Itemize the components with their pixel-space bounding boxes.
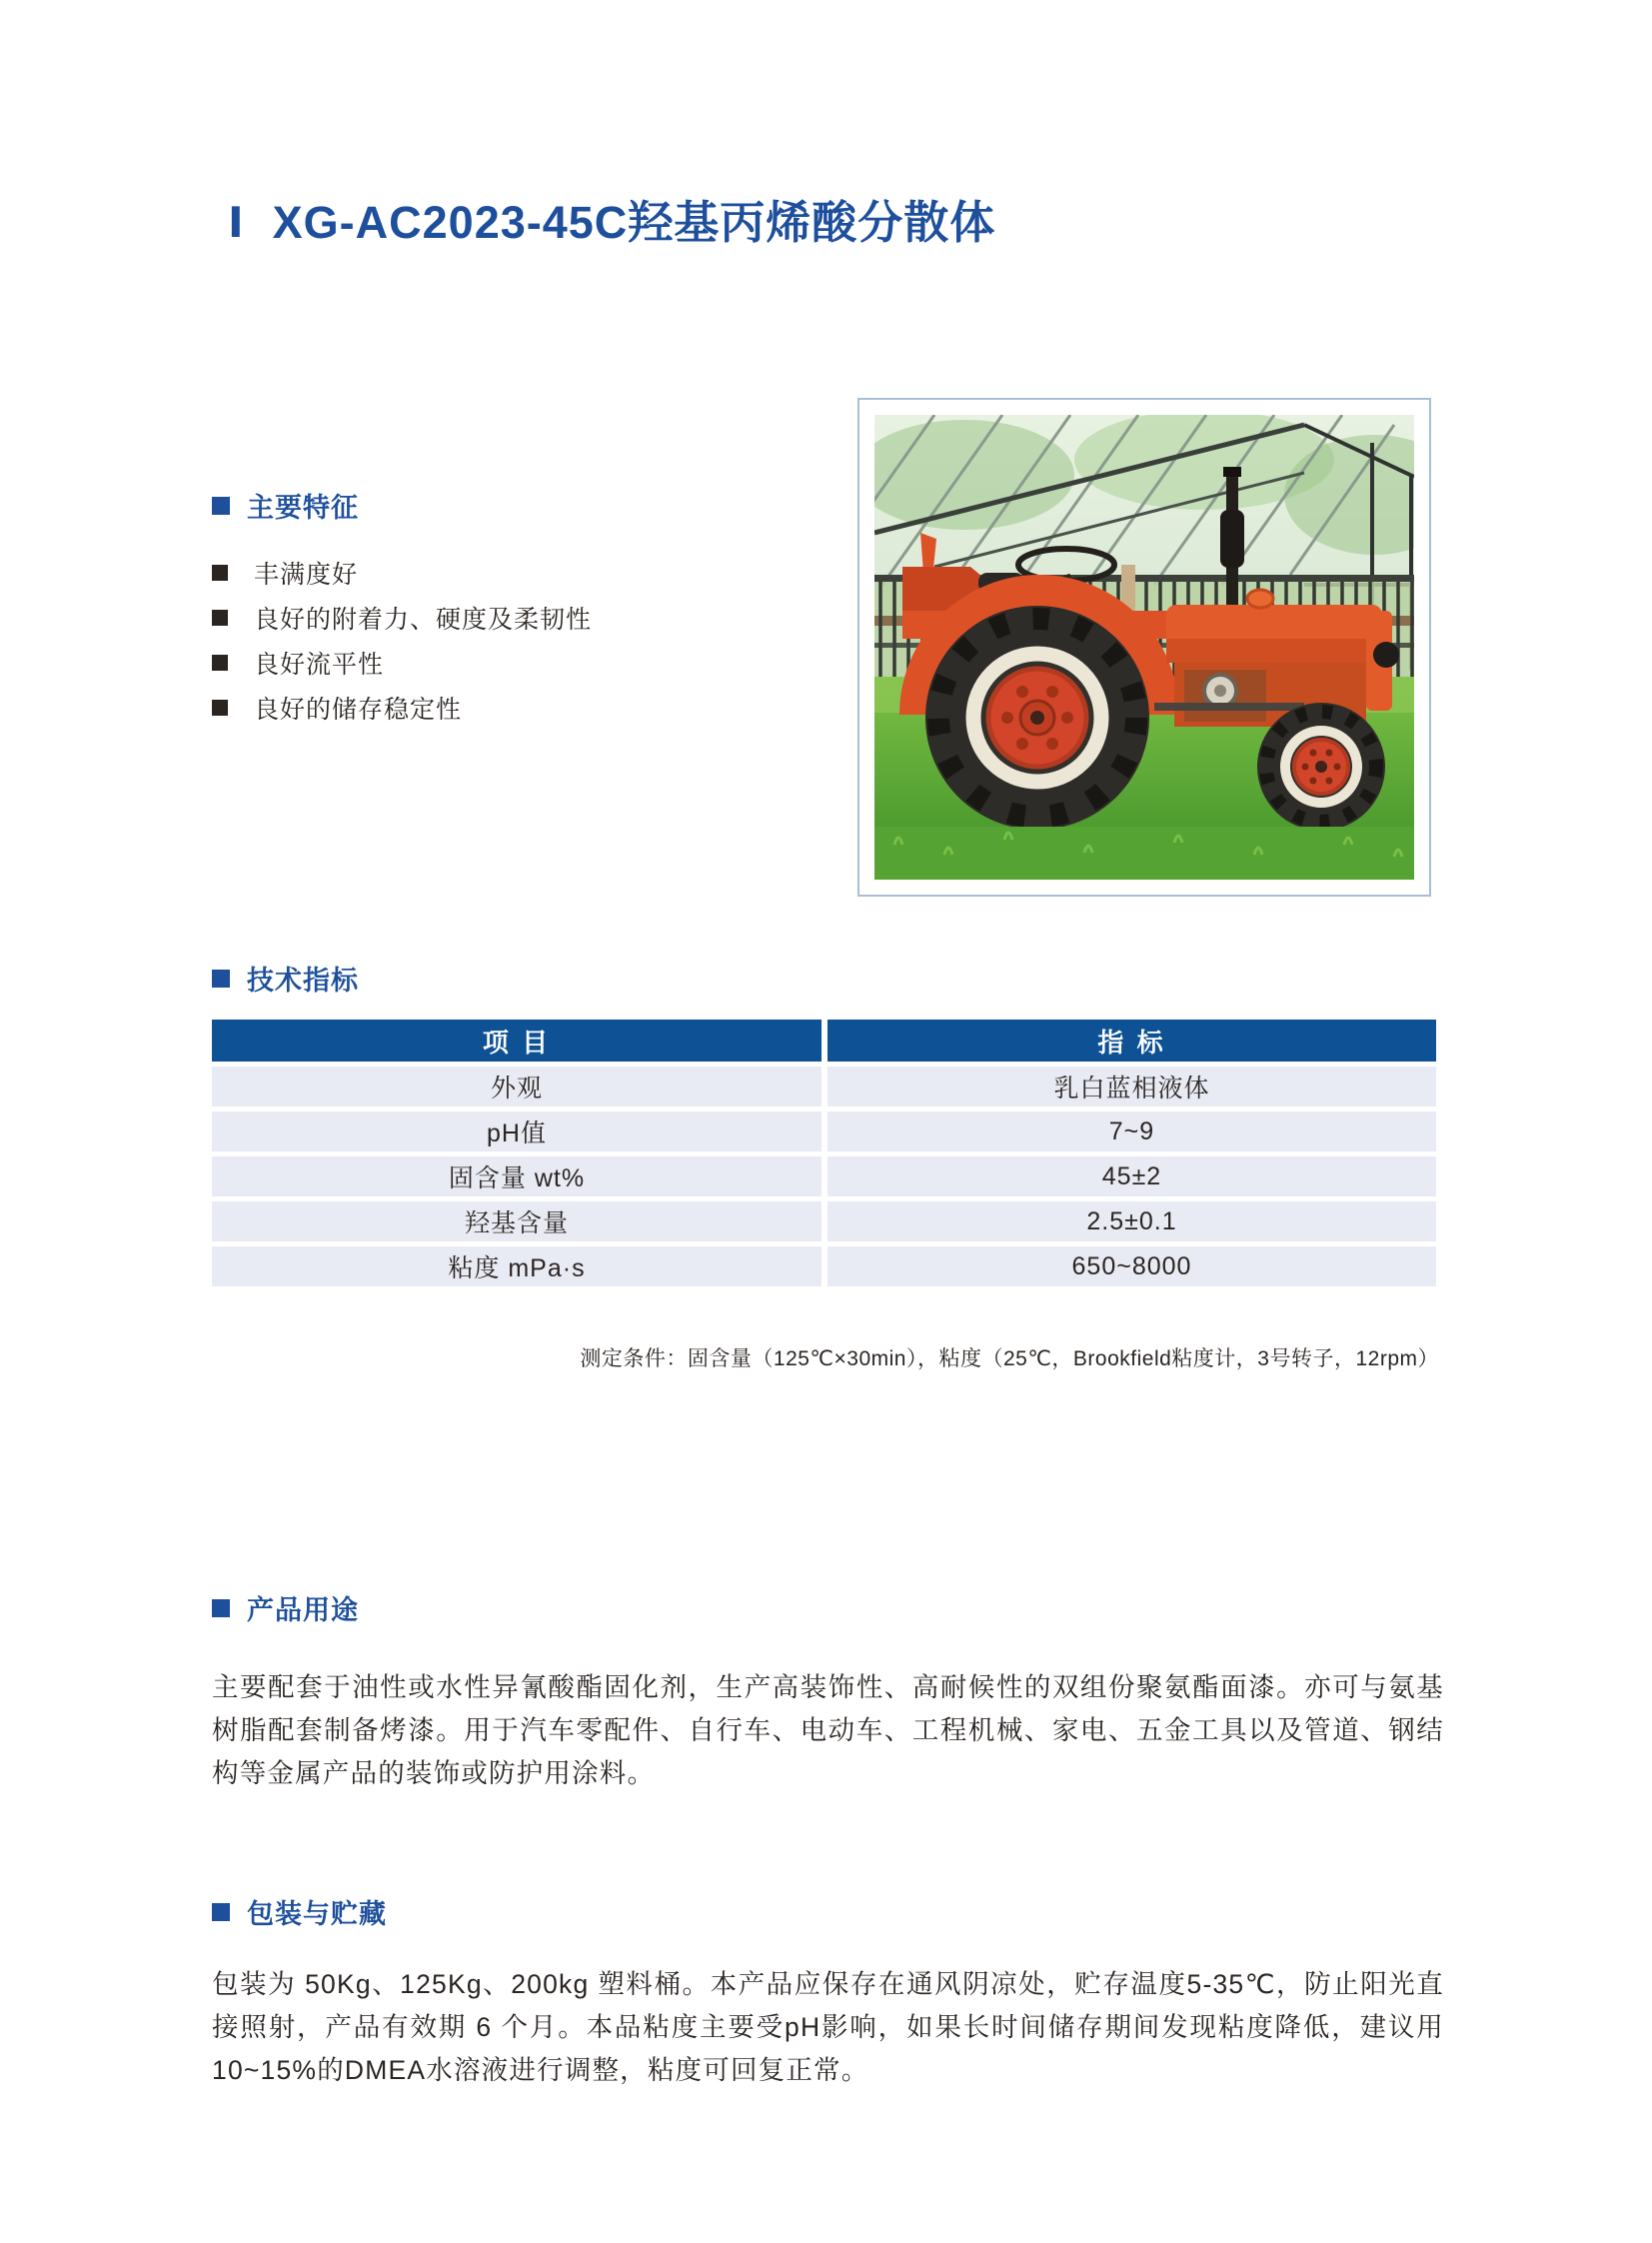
table-row [212,1246,1436,1286]
section-heading-uses [212,1588,359,1627]
table-row [212,1201,1436,1241]
section-heading-packaging [212,1892,387,1931]
packaging-paragraph: 包装为 50Kg、125Kg、200kg 塑料桶。本产品应保存在通风阴凉处，贮存温度5-35℃，防止阳光直接照射，产品有效期 6 个月。本品粘度主要受pH影响，如果长时间储存期间发现粘度降低，建议用10~15%的DMEA水溶液进行调整，粘度可回复正常。 [212,1968,1444,2085]
section-bullet-icon [212,970,230,988]
section-heading-label: 产品用途 [247,1595,359,1625]
table-cell: 羟基含量 [212,1201,822,1241]
table-row [212,1067,1436,1107]
section-heading-label: 包装与贮藏 [247,1899,387,1929]
section-bullet-icon [212,1903,230,1921]
table-cell: 固含量 wt% [212,1156,822,1196]
list-bullet-icon [212,565,228,581]
list-bullet-icon [212,610,228,626]
list-bullet-icon [212,700,228,716]
table-cell: pH值 [212,1112,822,1151]
table-header-cell: 指 标 [827,1020,1436,1062]
page-title [228,198,995,248]
table-row [212,1112,1436,1151]
feature-text: 丰满度好 [254,560,359,589]
table-header-row [212,1020,1436,1062]
list-item [212,595,592,640]
list-item [212,550,592,595]
section-heading-label: 主要特征 [247,493,359,523]
list-item [212,685,592,730]
product-photo [857,398,1431,897]
uses-paragraph: 主要配套于油性或水性异氰酸酯固化剂，生产高装饰性、高耐候性的双组份聚氨酯面漆。亦可与氨基树脂配套制备烤漆。用于汽车零配件、自行车、电动车、工程机械、家电、五金工具以及管道、钢结构等金属产品的装饰或防护用涂料。 [212,1671,1444,1788]
list-bullet-icon [212,655,228,671]
tractor-illustration [874,415,1414,880]
feature-text: 良好的储存稳定性 [254,695,463,724]
title-prefix-mark: Ⅰ [228,199,245,246]
table-cell: 乳白蓝相液体 [827,1067,1436,1107]
table-cell: 650~8000 [827,1246,1436,1286]
feature-list [212,550,592,730]
section-bullet-icon [212,497,230,515]
table-row [212,1156,1436,1196]
table-header-cell: 项 目 [212,1020,822,1062]
list-item [212,640,592,685]
measurement-note: 测定条件：固含量（125℃×30min），粘度（25℃，Brookfield粘度计，3号转子，12rpm） [580,1347,1439,1370]
section-heading-features [212,486,359,525]
section-bullet-icon [212,1599,230,1617]
section-heading-specs [212,959,359,998]
specs-table [212,1020,1436,1291]
section-heading-label: 技术指标 [247,966,359,996]
table-cell: 外观 [212,1067,822,1107]
table-cell: 2.5±0.1 [827,1201,1436,1241]
table-cell: 粘度 mPa·s [212,1246,822,1286]
table-cell: 45±2 [827,1156,1436,1196]
feature-text: 良好的附着力、硬度及柔韧性 [254,605,593,634]
page-title-text: XG-AC2023-45C羟基丙烯酸分散体 [272,197,996,248]
table-cell: 7~9 [827,1112,1436,1151]
feature-text: 良好流平性 [254,650,385,679]
